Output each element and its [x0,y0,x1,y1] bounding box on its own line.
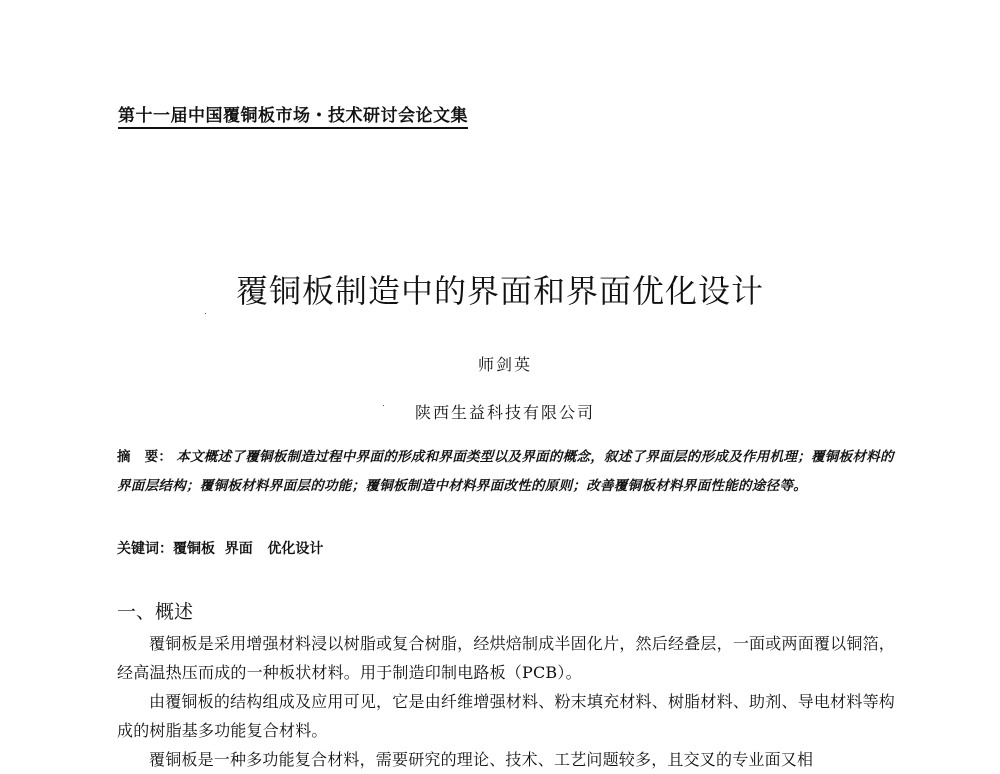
abstract-label: 摘 要： [117,449,173,465]
abstract-block [117,443,897,501]
scan-speck [205,313,206,314]
body-paragraph: 覆铜板是采用增强材料浸以树脂或复合树脂，经烘焙制成半固化片，然后经叠层，一面或两面覆以铜箔，经高温热压而成的一种板状材料。用于制造印制电路板（PCB）。 [117,634,895,682]
author-name: 师剑英 [477,355,532,374]
body-paragraph: 覆铜板是一种多功能复合材料，需要研究的理论、技术、工艺问题较多，且交叉的专业面又相 [149,750,814,769]
body-paragraph: 由覆铜板的结构组成及应用可见，它是由纤维增强材料、粉末填充材料、树脂材料、助剂、导电材料等构成的树脂基多功能复合材料。 [117,692,895,740]
keywords-label: 关键词： [117,541,173,557]
keywords-text: 覆铜板 界面 优化设计 [173,541,324,557]
section-heading: 一、概述 [117,601,194,623]
author-affiliation: 陕西生益科技有限公司 [414,403,595,422]
running-header: 第十一届中国覆铜板市场・技术研讨会论文集 [118,101,468,129]
keywords-line [117,538,323,558]
paper-title: 覆铜板制造中的界面和界面优化设计 [235,272,764,310]
abstract-text: 本文概述了覆铜板制造过程中界面的形成和界面类型以及界面的概念，叙述了界面层的形成及作用机理；覆铜板材料的界面层结构；覆铜板材料界面层的功能；覆铜板制造中材料界面改性的原则；改善覆铜板材料界面性能的途径等。 [117,449,894,494]
section-body [117,629,895,774]
